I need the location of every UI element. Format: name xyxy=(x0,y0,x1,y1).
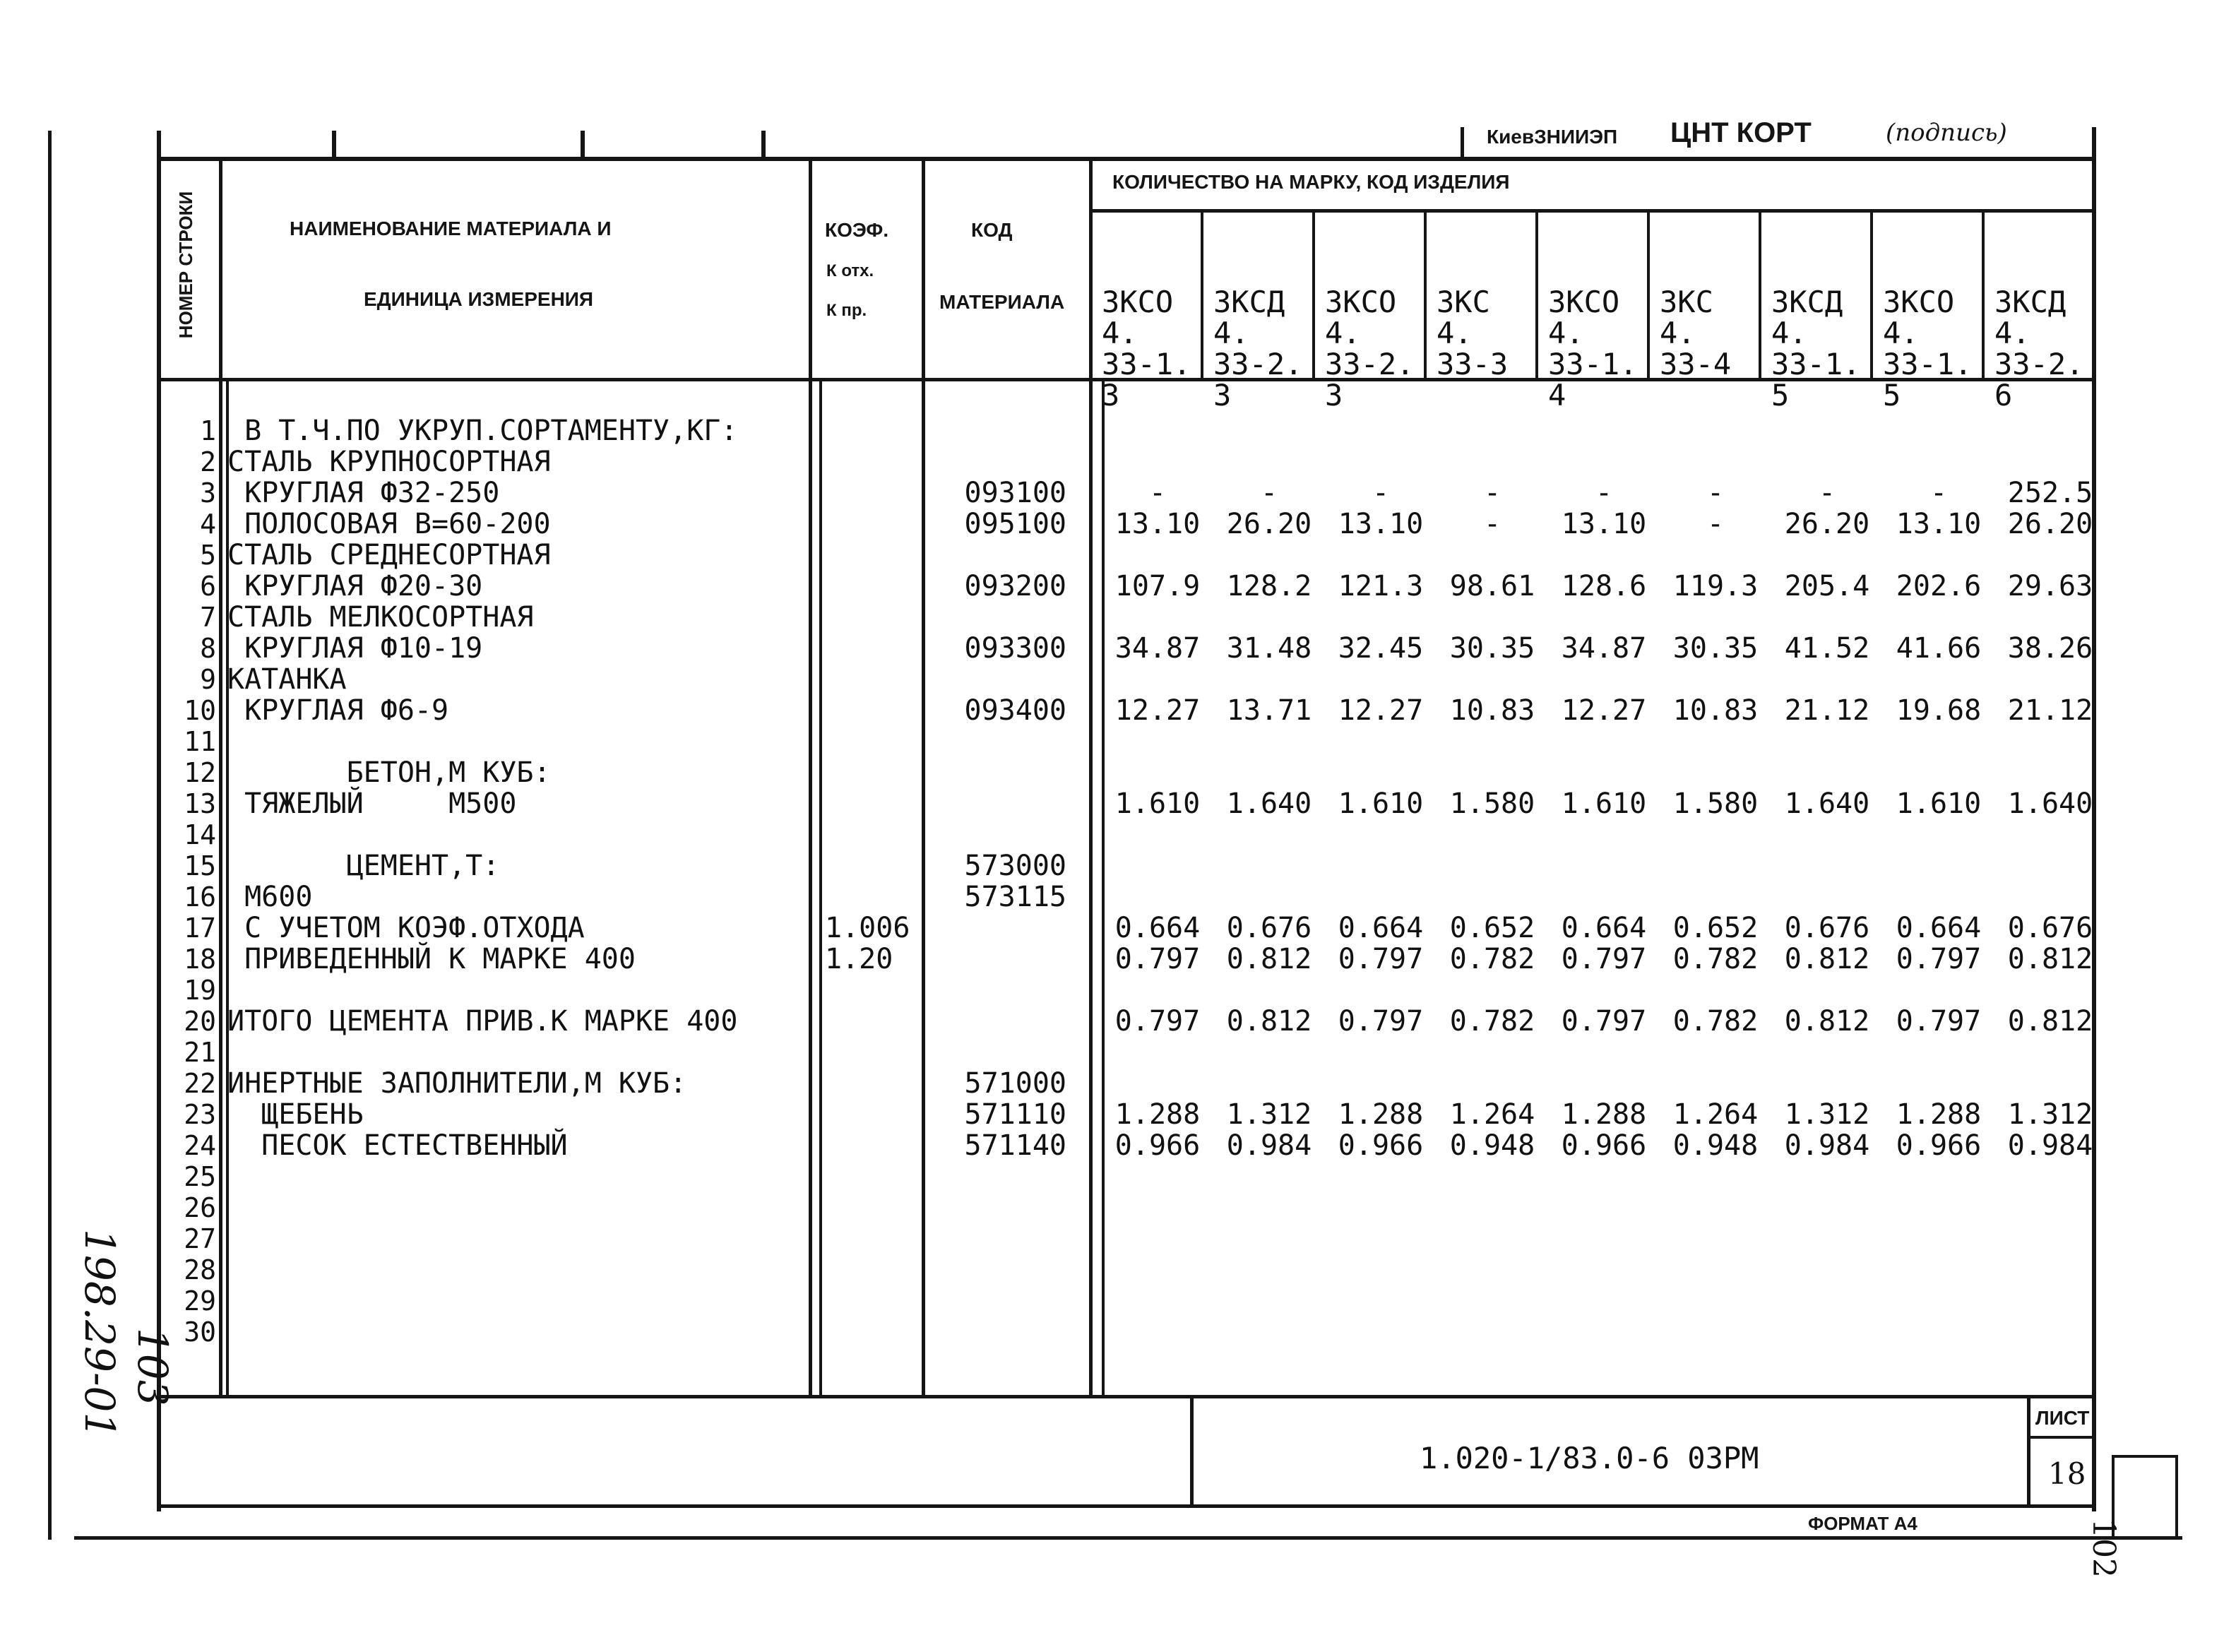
material-name: ТЯЖЕЛЫЙ М500 xyxy=(227,788,517,820)
row-number-header: НОМЕР СТРОКИ xyxy=(175,191,196,339)
quantity-cell: 0.797 xyxy=(1338,943,1424,975)
quantity-cell: 0.948 xyxy=(1672,1129,1759,1162)
titleblock-sheet-hline xyxy=(2027,1436,2095,1439)
material-name: ПОЛОСОВАЯ В=60-200 xyxy=(227,508,551,540)
material-header-line1: НАИМЕНОВАНИЕ МАТЕРИАЛА И xyxy=(290,218,612,239)
quantity-cell: 1.312 xyxy=(1784,1098,1870,1131)
quantity-cell: 1.312 xyxy=(1226,1098,1312,1131)
quantity-cell: 1.312 xyxy=(2007,1098,2093,1131)
material-name: БЕТОН,М КУБ: xyxy=(227,756,551,789)
quantity-cell: 0.797 xyxy=(1896,1005,1982,1038)
quantity-cell: 0.664 xyxy=(1896,912,1982,944)
quantity-cell: 0.812 xyxy=(1784,1005,1870,1038)
code-header-line1: КОД xyxy=(971,219,1013,241)
quantity-cell: 0.966 xyxy=(1114,1129,1201,1162)
row-number: 22 xyxy=(184,1068,216,1099)
quantity-cell: 0.984 xyxy=(1784,1129,1870,1162)
row-number: 2 xyxy=(200,446,216,477)
material-name: ИНЕРТНЫЕ ЗАПОЛНИТЕЛИ,М КУБ: xyxy=(227,1067,687,1100)
row-number: 10 xyxy=(184,695,216,726)
quantity-cell: - xyxy=(1148,477,1167,509)
quantity-cell: 1.288 xyxy=(1561,1098,1647,1131)
material-name: КАТАНКА xyxy=(227,663,347,696)
row-number: 3 xyxy=(200,477,216,509)
quantity-cell: 0.966 xyxy=(1561,1129,1647,1162)
row-number: 9 xyxy=(200,664,216,695)
product-code-col-2: 3КСД 4. 33-2. 3 xyxy=(1213,285,1303,412)
row-number: 27 xyxy=(184,1223,216,1254)
product-code-col-7: 3КСД 4. 33-1. 5 xyxy=(1771,285,1861,412)
quantity-cell: 13.71 xyxy=(1226,694,1312,727)
quantity-cell: 252.5 xyxy=(2007,477,2093,509)
row-number: 18 xyxy=(184,944,216,975)
top-tick xyxy=(581,131,585,159)
quantity-header: КОЛИЧЕСТВО НА МАРКУ, КОД ИЗДЕЛИЯ xyxy=(1112,171,1510,193)
quantity-cell: 34.87 xyxy=(1114,632,1201,665)
top-tick xyxy=(332,131,336,159)
quantity-cell: 1.640 xyxy=(1784,788,1870,820)
quantity-cell: 30.35 xyxy=(1672,632,1759,665)
material-name: ПЕСОК ЕСТЕСТВЕННЫЙ xyxy=(227,1129,568,1162)
col-sep-coef xyxy=(922,157,925,1397)
quantity-cell: 38.26 xyxy=(2007,632,2093,665)
quantity-cell: 1.610 xyxy=(1561,788,1647,820)
product-col-sep xyxy=(1535,210,1538,380)
row-number: 4 xyxy=(200,509,216,540)
material-name: В Т.Ч.ПО УКРУП.СОРТАМЕНТУ,КГ: xyxy=(227,415,738,447)
quantity-cell: 21.12 xyxy=(2007,694,2093,727)
quantity-cell: - xyxy=(1483,477,1501,509)
row-number: 26 xyxy=(184,1192,216,1223)
quantity-cell: 0.812 xyxy=(1784,943,1870,975)
row-number: 5 xyxy=(200,540,216,571)
material-code: 093100 xyxy=(964,477,1066,509)
quantity-cell: 107.9 xyxy=(1114,570,1201,602)
product-code-col-8: 3КСО 4. 33-1. 5 xyxy=(1883,285,1973,412)
quantity-cell: 31.48 xyxy=(1226,632,1312,665)
side-inventory-number: 198.29-01 xyxy=(76,1229,124,1439)
quantity-cell: 1.640 xyxy=(2007,788,2093,820)
quantity-cell: 128.2 xyxy=(1226,570,1312,602)
product-code-col-1: 3КСО 4. 33-1. 3 xyxy=(1102,285,1191,412)
product-col-sep xyxy=(1982,210,1985,380)
quantity-cell: - xyxy=(1483,508,1501,540)
material-code: 093200 xyxy=(964,570,1066,602)
row-number: 21 xyxy=(184,1037,216,1068)
code-header-line2: МАТЕРИАЛА xyxy=(939,291,1065,313)
quantity-cell: - xyxy=(1260,477,1278,509)
corner-box-right xyxy=(2175,1455,2178,1540)
quantity-cell: 0.797 xyxy=(1114,1005,1201,1038)
quantity-cell: - xyxy=(1706,477,1725,509)
quantity-cell: 0.797 xyxy=(1896,943,1982,975)
material-code: 571000 xyxy=(964,1067,1066,1100)
top-tick xyxy=(1461,127,1464,159)
row-number: 8 xyxy=(200,633,216,664)
quantity-cell: 13.10 xyxy=(1561,508,1647,540)
quantity-cell: 0.966 xyxy=(1896,1129,1982,1162)
row-number: 28 xyxy=(184,1254,216,1285)
quantity-cell: 26.20 xyxy=(1784,508,1870,540)
product-col-sep xyxy=(1647,210,1650,380)
coef-header-line2: К отх. xyxy=(826,261,874,280)
quantity-cell: 21.12 xyxy=(1784,694,1870,727)
col-sep-code xyxy=(1089,157,1093,1397)
quantity-cell: 13.10 xyxy=(1338,508,1424,540)
page-corner-number: 102 xyxy=(2086,1519,2122,1578)
quantity-cell: 128.6 xyxy=(1561,570,1647,602)
quantity-cell: - xyxy=(1372,477,1390,509)
row-number: 6 xyxy=(200,571,216,602)
quantity-cell: 1.288 xyxy=(1338,1098,1424,1131)
quantity-cell: 0.797 xyxy=(1338,1005,1424,1038)
quantity-cell: 0.812 xyxy=(1226,1005,1312,1038)
material-code: 573000 xyxy=(964,850,1066,882)
material-code: 095100 xyxy=(964,508,1066,540)
quantity-cell: 0.782 xyxy=(1449,943,1535,975)
quantity-cell: 41.66 xyxy=(1896,632,1982,665)
quantity-cell: 0.812 xyxy=(1226,943,1312,975)
quantity-cell: 0.984 xyxy=(2007,1129,2093,1162)
material-header-line2: ЕДИНИЦА ИЗМЕРЕНИЯ xyxy=(364,288,594,310)
coef-header-line3: К пр. xyxy=(826,301,867,320)
quantity-cell: 1.288 xyxy=(1896,1098,1982,1131)
body-bottom-line xyxy=(157,1395,2095,1398)
product-code-col-9: 3КСД 4. 33-2. 6 xyxy=(1994,285,2084,412)
quantity-cell: 0.797 xyxy=(1561,943,1647,975)
row-number: 13 xyxy=(184,788,216,819)
quantity-cell: 0.797 xyxy=(1114,943,1201,975)
material-name: КРУГЛАЯ Ф20-30 xyxy=(227,570,483,602)
coef-header-line1: КОЭФ. xyxy=(825,219,889,241)
quantity-cell: 98.61 xyxy=(1449,570,1535,602)
quantity-cell: 10.83 xyxy=(1449,694,1535,727)
sheet-number: 18 xyxy=(2048,1456,2086,1491)
material-name: М600 xyxy=(227,881,313,913)
material-name: СТАЛЬ КРУПНОСОРТНАЯ xyxy=(227,446,551,478)
row-number: 12 xyxy=(184,757,216,788)
material-name: СТАЛЬ МЕЛКОСОРТНАЯ xyxy=(227,601,534,634)
material-code: 573115 xyxy=(964,881,1066,913)
quantity-cell: 12.27 xyxy=(1561,694,1647,727)
material-name: СТАЛЬ СРЕДНЕСОРТНАЯ xyxy=(227,539,551,571)
quantity-cell: 13.10 xyxy=(1114,508,1201,540)
row-number: 30 xyxy=(184,1317,216,1348)
quantity-cell: 0.966 xyxy=(1338,1129,1424,1162)
quantity-cell: 1.264 xyxy=(1672,1098,1759,1131)
quantity-cell: 26.20 xyxy=(1226,508,1312,540)
quantity-cell: 121.3 xyxy=(1338,570,1424,602)
quantity-cell: 0.676 xyxy=(1784,912,1870,944)
quantity-cell: 0.664 xyxy=(1561,912,1647,944)
coefficient: 1.006 xyxy=(825,912,910,944)
quantity-cell: 32.45 xyxy=(1338,632,1424,665)
quantity-cell: 12.27 xyxy=(1114,694,1201,727)
quantity-cell: 29.63 xyxy=(2007,570,2093,602)
quantity-cell: - xyxy=(1929,477,1948,509)
row-number: 25 xyxy=(184,1161,216,1192)
material-name: ЩЕБЕНЬ xyxy=(227,1098,364,1131)
quantity-cell: 13.10 xyxy=(1896,508,1982,540)
material-name: КРУГЛАЯ Ф32-250 xyxy=(227,477,500,509)
titleblock-sheet-divider xyxy=(2027,1397,2030,1507)
table-left-border xyxy=(157,131,161,1511)
quantity-cell: 1.264 xyxy=(1449,1098,1535,1131)
product-col-sep xyxy=(1312,210,1315,380)
row-number: 24 xyxy=(184,1130,216,1161)
quantity-cell: 202.6 xyxy=(1896,570,1982,602)
quantity-cell: 0.652 xyxy=(1672,912,1759,944)
quantity-cell: 0.652 xyxy=(1449,912,1535,944)
product-col-sep xyxy=(1424,210,1427,380)
col-sep-material xyxy=(809,157,812,1397)
quantity-cell: 1.640 xyxy=(1226,788,1312,820)
titleblock-divider xyxy=(1190,1397,1194,1507)
product-code-col-3: 3КСО 4. 33-2. 3 xyxy=(1325,285,1415,412)
product-col-sep xyxy=(1201,210,1203,380)
quantity-cell: 119.3 xyxy=(1672,570,1759,602)
row-number: 16 xyxy=(184,881,216,913)
top-tick xyxy=(761,131,766,159)
quantity-cell: 19.68 xyxy=(1896,694,1982,727)
material-code: 571140 xyxy=(964,1129,1066,1162)
quantity-cell: 1.580 xyxy=(1672,788,1759,820)
outer-bottom-border xyxy=(74,1536,2182,1540)
material-name: КРУГЛАЯ Ф6-9 xyxy=(227,694,449,727)
quantity-cell: 1.610 xyxy=(1896,788,1982,820)
quantity-subheader-line xyxy=(1091,209,2095,213)
quantity-cell: 0.664 xyxy=(1114,912,1201,944)
quantity-cell: 30.35 xyxy=(1449,632,1535,665)
row-number: 23 xyxy=(184,1099,216,1130)
quantity-cell: 1.610 xyxy=(1114,788,1201,820)
quantity-cell: 0.948 xyxy=(1449,1129,1535,1162)
stamp-signature: (подпись) xyxy=(1886,119,2007,147)
row-number: 7 xyxy=(200,602,216,633)
quantity-cell: 0.664 xyxy=(1338,912,1424,944)
material-code: 571110 xyxy=(964,1098,1066,1131)
product-code-col-5: 3КСО 4. 33-1. 4 xyxy=(1548,285,1638,412)
quantity-cell: 0.782 xyxy=(1672,943,1759,975)
stamp-series: ЦНТ КОРТ xyxy=(1670,117,1812,148)
quantity-cell: - xyxy=(1595,477,1613,509)
quantity-cell: 1.610 xyxy=(1338,788,1424,820)
quantity-cell: 0.812 xyxy=(2007,943,2093,975)
row-number: 19 xyxy=(184,975,216,1006)
quantity-cell: 34.87 xyxy=(1561,632,1647,665)
row-number: 14 xyxy=(184,819,216,850)
quantity-cell: 0.984 xyxy=(1226,1129,1312,1162)
sheet-label: ЛИСТ xyxy=(2035,1407,2090,1429)
quantity-cell: 0.782 xyxy=(1672,1005,1759,1038)
row-number: 20 xyxy=(184,1006,216,1037)
product-col-sep xyxy=(1870,210,1873,380)
row-number: 1 xyxy=(200,415,216,446)
quantity-cell: 0.782 xyxy=(1449,1005,1535,1038)
frame-bottom-line xyxy=(157,1504,2095,1508)
outer-left-border xyxy=(48,131,52,1540)
format-label: ФОРМАТ А4 xyxy=(1808,1513,1917,1534)
quantity-cell: 1.580 xyxy=(1449,788,1535,820)
corner-box-top xyxy=(2112,1455,2178,1458)
side-page-number: 103 xyxy=(129,1328,177,1406)
quantity-cell: 10.83 xyxy=(1672,694,1759,727)
material-name: ЦЕМЕНТ,Т: xyxy=(227,850,500,882)
product-code-col-6: 3КС 4. 33-4 xyxy=(1660,285,1732,381)
product-col-sep xyxy=(1759,210,1761,380)
row-number: 29 xyxy=(184,1285,216,1317)
material-name: ПРИВЕДЕННЫЙ К МАРКЕ 400 xyxy=(227,943,636,975)
col-sep-material-inner xyxy=(819,381,822,1397)
stamp-org: КиевЗНИИЭП xyxy=(1487,126,1618,148)
coefficient: 1.20 xyxy=(825,943,893,975)
quantity-cell: 0.812 xyxy=(2007,1005,2093,1038)
material-name: ИТОГО ЦЕМЕНТА ПРИВ.К МАРКЕ 400 xyxy=(227,1005,738,1038)
table-top-border xyxy=(157,157,2095,161)
quantity-cell: 26.20 xyxy=(2007,508,2093,540)
row-number: 15 xyxy=(184,850,216,881)
col-sep-rowno xyxy=(219,157,222,1397)
material-name: С УЧЕТОМ КОЭФ.ОТХОДА xyxy=(227,912,585,944)
quantity-cell: 0.676 xyxy=(1226,912,1312,944)
quantity-cell: 205.4 xyxy=(1784,570,1870,602)
material-name: КРУГЛАЯ Ф10-19 xyxy=(227,632,483,665)
quantity-cell: 41.52 xyxy=(1784,632,1870,665)
quantity-cell: 0.797 xyxy=(1561,1005,1647,1038)
quantity-cell: 12.27 xyxy=(1338,694,1424,727)
material-code: 093300 xyxy=(964,632,1066,665)
quantity-cell: 0.676 xyxy=(2007,912,2093,944)
row-number: 11 xyxy=(184,726,216,757)
row-number: 17 xyxy=(184,913,216,944)
document-code: 1.020-1/83.0-6 03РМ xyxy=(1420,1441,1759,1475)
material-code: 093400 xyxy=(964,694,1066,727)
quantity-cell: - xyxy=(1706,508,1725,540)
quantity-cell: - xyxy=(1818,477,1836,509)
product-code-col-4: 3КС 4. 33-3 xyxy=(1437,285,1509,381)
quantity-cell: 1.288 xyxy=(1114,1098,1201,1131)
